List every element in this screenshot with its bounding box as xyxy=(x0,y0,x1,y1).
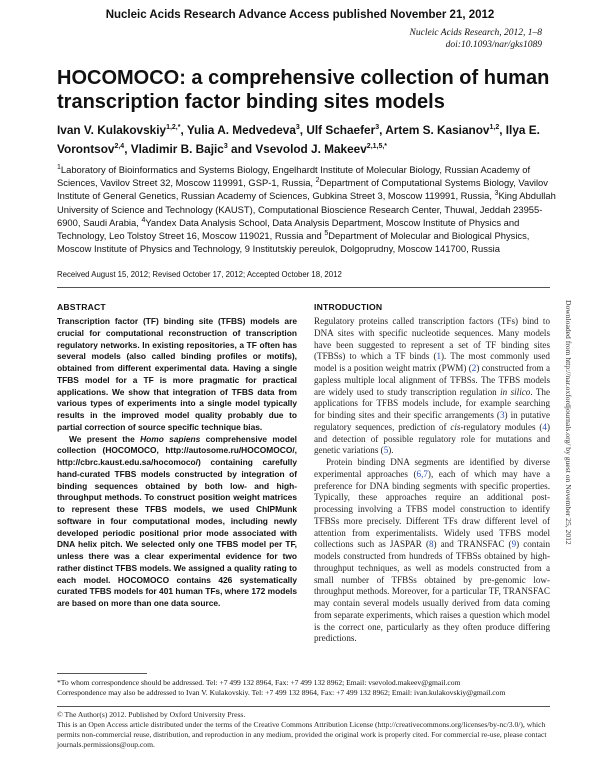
author-name: Artem S. Kasianov xyxy=(385,123,490,137)
footnote-corresponding: *To whom correspondence should be addressed. Tel: +7 499 132 8964, Fax: +7 499 132 8962; Email: vsevolod.makeev@gmail.com xyxy=(57,678,461,687)
introduction-heading: INTRODUCTION xyxy=(314,302,383,312)
copyright-line: © The Author(s) 2012. Published by Oxford University Press. xyxy=(57,710,246,719)
intro-p2-text: ) and TRANSFAC ( xyxy=(433,539,512,550)
intro-p1-text: . The applications for TFBS models include, for example searching for binding sites and their specific arrangements ( xyxy=(314,386,550,420)
intro-p1-text: ) and detection of possible regulatory role for mutations and genetic variations ( xyxy=(314,421,550,456)
introduction-text xyxy=(314,316,550,645)
author-affiliation-marker: 3 xyxy=(295,124,300,132)
license-text: This is an Open Access article distributed under the terms of the Creative Commons Attribution License (http://creativecommons.org/licenses/by-nc/3.0/), which permits non-commercial reuse, distribution, and reproduction in any medium, provided the original work is properly cited. For commercial re-use, please contact journals.permissions@oup.com. xyxy=(57,720,547,749)
author-separator: , xyxy=(299,123,307,137)
doi-line: doi:10.1093/nar/gks1089 xyxy=(445,40,542,50)
author-affiliation-marker: 1,2 xyxy=(489,124,500,132)
intro-p2-text: ) contain models constructed from hundreds of TFBSs obtained by high-throughput techniques, as well as models constructed from a small number of TFBSs obtained by pre-genomic low-throughput methods. Moreover, for a particular TF, TRANSFAC may contain several models usually derived from data coming from separate experiments, which raises a question which model is the correct one, particularly as they often produce differing predictions. xyxy=(314,539,550,644)
reference-link[interactable]: 8 xyxy=(428,539,434,550)
reference-link[interactable]: 5 xyxy=(383,445,389,456)
affiliation-number: 4 xyxy=(141,216,146,224)
license-block xyxy=(57,700,557,750)
intro-p1-text: -regulatory modules ( xyxy=(460,421,543,432)
reference-link[interactable]: 1 xyxy=(436,351,442,362)
reference-link[interactable]: 2 xyxy=(471,363,477,373)
advance-access-banner: Nucleic Acids Research Advance Access published November 21, 2012 xyxy=(105,9,495,21)
intro-p1-text: Regulatory proteins called transcription factors (TFs) bind to DNA sites with specific nucleotide sequences. Many models have been suggested to represent a set of TF binding sites (TFBSs) to which a TF binds ( xyxy=(314,316,550,362)
abstract-p2-start: We present the xyxy=(69,433,141,444)
affiliation-number: 1 xyxy=(57,163,61,171)
affiliation-text: Department of Molecular and Biological Physics, Moscow Institute of Physics and Technology, 9 Institutskiy pereulok, Dolgoprudny, Moscow 141700, Russia xyxy=(57,230,530,255)
author-separator: , xyxy=(124,141,131,156)
author-separator: , xyxy=(180,123,187,137)
footnote-divider xyxy=(57,673,147,674)
citation-line: Nucleic Acids Research, 2012, 1–8 xyxy=(409,28,542,38)
author-name: Ilya E. Vorontsov xyxy=(57,123,540,156)
affiliation-number: 3 xyxy=(494,190,499,198)
author-affiliation-marker: 2,4 xyxy=(114,142,125,150)
author-affiliation-marker: 3 xyxy=(223,142,228,150)
intro-p1-italic: in silico xyxy=(500,386,531,397)
intro-p1-italic: cis xyxy=(450,421,461,432)
paper-title: HOCOMOCO: a comprehensive collection of human transcription factor binding sites models xyxy=(57,67,550,113)
abstract-paragraph-2 xyxy=(57,434,297,610)
abstract-text xyxy=(57,316,297,610)
intro-paragraph-2 xyxy=(314,457,550,645)
affiliation-number: 5 xyxy=(324,229,329,237)
affiliation-text: Yandex Data Analysis School, Data Analysis Department, Moscow Institute of Physics and Technology, Leo Tolstoy Street 16, Moscow 119021, Russia and xyxy=(57,216,520,242)
intro-p1-text: ) constructed from a gapless multiple local alignment of TFBSs. The TFBS models are widely used to study transcription regulation xyxy=(314,363,550,397)
license-divider xyxy=(57,706,550,707)
intro-p1-text: ). xyxy=(388,445,394,456)
intro-p2-text: ), each of which may have a preference for DNA binding segments with specific properties. Typically, these approaches require an additional post-processing involving a TFBS model construction to identify TFBSs more precisely. Different TFs draw different level of attention from experimentalists. Widely used TFBS model collections such as JASPAR ( xyxy=(314,468,550,550)
received-dates: Received August 15, 2012; Revised October 17, 2012; Accepted October 18, 2012 xyxy=(57,270,342,279)
author-affiliation-marker: 2,1,5,* xyxy=(366,142,388,150)
author-name: Ulf Schaefer xyxy=(306,123,376,137)
author-name: Vsevolod J. Makeev xyxy=(255,141,367,156)
author-name: Vladimir B. Bajic xyxy=(130,141,224,156)
reference-link[interactable]: 6,7 xyxy=(416,468,428,479)
affiliation-text: Laboratory of Bioinformatics and Systems Biology, Engelhardt Institute of Molecular Biology, Russian Academy of Sciences, Vavilov Street 32, Moscow 119991, GSP-1, Russia, xyxy=(57,164,531,189)
header-divider xyxy=(57,287,550,288)
affiliation-text: Department of Computational Systems Biology, Vavilov Institute of General Genetics, Russian Academy of Sciences, Gubkina Street 3, Moscow 119991, Russia, xyxy=(57,177,548,202)
author-separator: , xyxy=(499,123,506,137)
abstract-paragraph-1: Transcription factor (TF) binding site (TFBS) models are crucial for computational reconstruction of transcription regulatory networks. In existing repositories, a TF often has several models (also called binding profiles or motifs), obtained from different experimental data. Having a single TFBS model for a TF is more pragmatic for practical applications. We show that integration of TFBS data from various types of experiments into a single model typically results in the improved model quality probably due to partial correction of source specific technique bias. xyxy=(57,316,297,432)
footnotes xyxy=(57,678,557,698)
author-name: Yulia A. Medvedeva xyxy=(186,123,296,137)
download-watermark: Downloaded from http://nar.oxfordjournals.org/ by guest on November 25, 2012 xyxy=(564,300,573,545)
author-separator: , xyxy=(379,123,386,137)
affiliation-text: King Abdullah University of Science and Technology (KAUST), Computational Bioscience Research Center, Thuwal, Jeddah 23955-6900, Saudi Arabia, xyxy=(57,190,556,228)
author-affiliation-marker: 1,2,* xyxy=(166,124,181,132)
intro-p1-text: ) in putative regulatory sequences, prediction of xyxy=(314,410,550,432)
journal-citation xyxy=(410,27,542,51)
species-name: Homo sapiens xyxy=(140,433,201,444)
reference-link[interactable]: 9 xyxy=(511,539,517,550)
author-list xyxy=(57,121,557,158)
affiliations xyxy=(57,163,557,255)
abstract-heading: ABSTRACT xyxy=(57,302,106,312)
author-affiliation-marker: 3 xyxy=(375,124,380,132)
reference-link[interactable]: 3 xyxy=(499,410,505,420)
footnote-correspondence: Correspondence may also be addressed to Ivan V. Kulakovskiy. Tel: +7 499 132 8964, Fax: +7 499 132 8962; Email: ivan.kulakovskiy@gmail.com xyxy=(57,688,506,697)
affiliation-number: 2 xyxy=(315,177,320,185)
author-name: Ivan V. Kulakovskiy xyxy=(57,123,167,137)
author-separator: and xyxy=(227,141,256,156)
intro-p2-text: Protein binding DNA segments are identified by diverse experimental approaches ( xyxy=(314,457,550,479)
intro-p1-text: ). The most commonly used model is a position weight matrix (PWM) ( xyxy=(314,351,550,373)
abstract-p2-rest: comprehensive model collection (HOCOMOCO, http://autosome.ru/HOCOMOCO/, http://cbrc.kaust.edu.sa/hocomoco/) containing carefully hand-curated TFBS models constructed by integration of binding sequences obtained by both low- and high-throughput methods. To construct position weight matrices to represent these TFBS models, we used ChIPMunk software in four computational modes, including newly developed periodic positional prior mode associated with DNA helix pitch. We selected only one TFBS model per TF, unless there was a clear experimental evidence for two rather distinct TFBS models. We assigned a quality rating to each model. HOCOMOCO contains 426 systematically curated TFBS models for 401 human TFs, where 172 models are based on more than one data source. xyxy=(57,433,297,608)
reference-link[interactable]: 4 xyxy=(542,421,547,432)
intro-paragraph-1 xyxy=(314,316,550,457)
